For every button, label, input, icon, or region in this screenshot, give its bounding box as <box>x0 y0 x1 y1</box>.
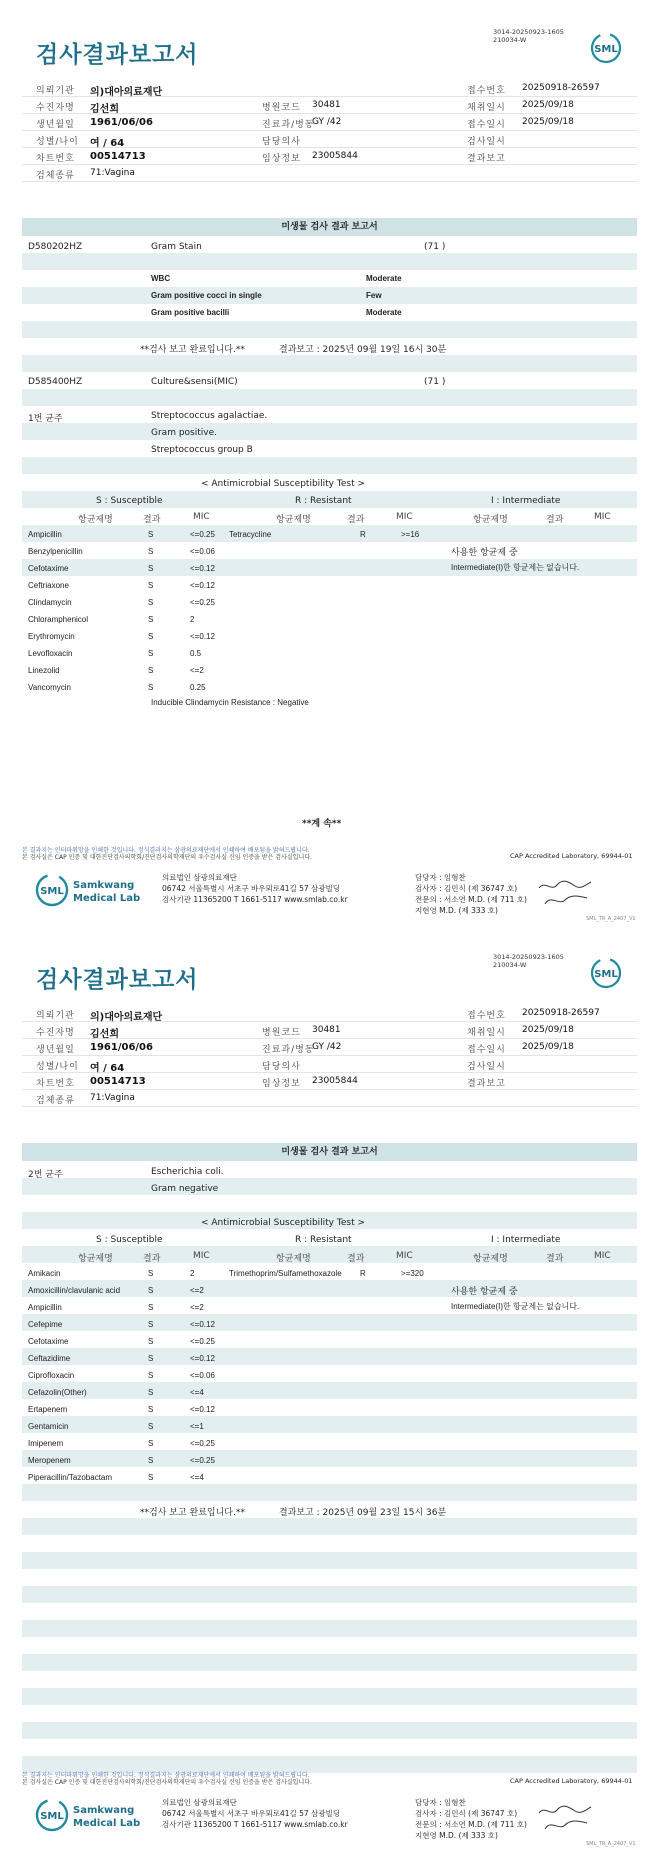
svg-text:Samkwang: Samkwang <box>73 880 135 891</box>
report-title: 검사결과보고서 <box>36 42 199 68</box>
col-result: 결과 <box>143 515 161 525</box>
drug-name: Ampicillin <box>28 530 62 539</box>
footer-signers: 담당자 : 임형찬 검사자 : 김민식 (제 36747 호) 전문의 : 서소연 M.D. (제 711 호) 지현영 M.D. (제 333 호) <box>415 1798 527 1840</box>
col-mic: MIC <box>594 1251 611 1261</box>
drug-name: Clindamycin <box>28 598 72 607</box>
drug-result: S <box>148 632 154 641</box>
samkwang-logo-icon <box>34 868 144 912</box>
isolate-line: Gram positive. <box>151 428 217 438</box>
gram-item: WBC <box>151 274 171 283</box>
col-mic: MIC <box>594 512 611 522</box>
patient-header: 의뢰기관 의)대아의료재단 접수번호 20250918-26597 수진자명 김선희 병원코드 30481 채취일시 2025/09/18 생년월일 1961/06/06 진료과/병동 GY /42 접수일시 2025/09/18 성별/나이 여 / 64 담당의사 검사일시 차트번호 00514713 임상정보 23005844 결과보고 검체종류 71:Vagina <box>22 1005 637 1107</box>
drug-result: S <box>148 1371 154 1380</box>
drug-mic: <=0.12 <box>190 1405 215 1414</box>
col-drug: 항균제명 <box>473 1254 508 1264</box>
drug-result: S <box>148 598 154 607</box>
footer-note: 본 결과지는 인터파워망을 인쇄한 것입니다. 정식결과지는 삼광의료재단에서 인쇄하여 배포됨을 밝혀드립니다. <box>22 1772 310 1779</box>
report-time: 결과보고 : 2025년 09월 23일 15시 36분 <box>279 1508 447 1518</box>
drug-result: S <box>148 1269 154 1278</box>
drug-mic: <=0.25 <box>190 1439 215 1448</box>
drug-mic: 0.25 <box>190 683 206 692</box>
drug-name: Vancomycin <box>28 683 71 692</box>
signature-icon <box>535 1801 595 1835</box>
svg-text:Samkwang: Samkwang <box>73 1805 135 1816</box>
drug-result: S <box>148 1303 154 1312</box>
drug-mic: <=0.06 <box>190 547 215 556</box>
drug-mic: <=1 <box>190 1422 204 1431</box>
drug-name: Imipenem <box>28 1439 64 1448</box>
drug-mic: <=0.25 <box>190 530 215 539</box>
drug-result: S <box>148 581 154 590</box>
continued-mark: **계 속** <box>302 819 342 829</box>
drug-name: Cefazolin(Other) <box>28 1388 87 1397</box>
drug-mic: <=0.12 <box>190 1320 215 1329</box>
report-title: 검사결과보고서 <box>36 967 199 993</box>
footer-note: 본 검사실은 CAP 인증 및 대한진단검사의학회/진단검사의학재단의 우수검사실 신임 인증을 받은 검사실입니다. <box>22 854 312 861</box>
doc-id: 3014-20250923-1605 210034-W <box>493 953 564 969</box>
drug-name: Cefepime <box>28 1320 63 1329</box>
drug-mic: <=4 <box>190 1388 204 1397</box>
drug-result: S <box>148 1320 154 1329</box>
svg-text:SML: SML <box>40 886 64 897</box>
drug-mic: >=16 <box>401 530 420 539</box>
svg-text:SML: SML <box>40 1811 64 1822</box>
drug-mic: 2 <box>190 1269 195 1278</box>
drug-name: Chloramphenicol <box>28 615 89 624</box>
drug-name: Ertapenem <box>28 1405 68 1414</box>
col-drug: 항균제명 <box>78 515 113 525</box>
drug-name: Ceftriaxone <box>28 581 69 590</box>
used-note: 사용한 항균제 중 <box>451 548 518 558</box>
r-legend: R : Resistant <box>295 1235 352 1245</box>
gram-value: Moderate <box>366 274 402 283</box>
icr-result: Inducible Clindamycin Resistance : Negative <box>151 698 309 707</box>
drug-name: Linezolid <box>28 666 60 675</box>
col-mic: MIC <box>396 1251 413 1261</box>
signature-icon <box>535 876 595 910</box>
drug-result: S <box>148 547 154 556</box>
gram-item: Gram positive bacilli <box>151 308 230 317</box>
footer-signers: 담당자 : 임형찬 검사자 : 김민식 (제 36747 호) 전문의 : 서소연 M.D. (제 711 호) 지현영 M.D. (제 333 호) <box>415 873 527 915</box>
drug-result: S <box>148 615 154 624</box>
drug-mic: <=2 <box>190 1303 204 1312</box>
drug-result: S <box>148 564 154 573</box>
isolate-line: Gram negative <box>151 1184 219 1194</box>
drug-mic: <=4 <box>190 1473 204 1482</box>
drug-mic: <=2 <box>190 1286 204 1295</box>
col-result: 결과 <box>347 515 365 525</box>
gram-code: D580202HZ <box>28 242 83 252</box>
drug-name: Levofloxacin <box>28 649 73 658</box>
drug-mic: <=0.25 <box>190 1337 215 1346</box>
gram-value: Moderate <box>366 308 402 317</box>
cap-accreditation: CAP Accredited Laboratory, 69944-01 <box>510 852 633 860</box>
form-version: SML_TR_A_2407_V1 <box>586 916 636 922</box>
drug-name: Meropenem <box>28 1456 71 1465</box>
drug-mic: <=0.25 <box>190 1456 215 1465</box>
drug-result: S <box>148 1456 154 1465</box>
cap-accreditation: CAP Accredited Laboratory, 69944-01 <box>510 1777 633 1785</box>
intermediate-note: Intermediate(I)한 항균제는 없습니다. <box>451 563 580 572</box>
gram-num: (71 ) <box>424 242 446 252</box>
form-version: SML_TR_A_2407_V1 <box>586 1841 636 1847</box>
drug-name: Cefotaxime <box>28 1337 69 1346</box>
drug-name: Piperacillin/Tazobactam <box>28 1473 113 1482</box>
gram-item: Gram positive cocci in single <box>151 291 262 300</box>
drug-mic: <=2 <box>190 666 204 675</box>
col-drug: 항균제명 <box>276 1254 311 1264</box>
intermediate-note: Intermediate(I)한 항균제는 없습니다. <box>451 1302 580 1311</box>
drug-result: S <box>148 666 154 675</box>
drug-mic: <=0.12 <box>190 581 215 590</box>
drug-result: R <box>360 530 366 539</box>
col-result: 결과 <box>143 1254 161 1264</box>
drug-name: Cefotaxime <box>28 564 69 573</box>
drug-result: S <box>148 649 154 658</box>
drug-mic: <=0.25 <box>190 598 215 607</box>
isolate-label: 2번 균주 <box>28 1170 63 1180</box>
svg-text:Medical Lab: Medical Lab <box>73 1818 141 1829</box>
drug-mic: <=0.12 <box>190 1354 215 1363</box>
s-legend: S : Susceptible <box>96 1235 163 1245</box>
col-drug: 항균제명 <box>473 515 508 525</box>
drug-result: S <box>148 1354 154 1363</box>
svg-text:SML: SML <box>594 969 618 980</box>
col-result: 결과 <box>546 1254 564 1264</box>
drug-name: Gentamicin <box>28 1422 69 1431</box>
culture-name: Culture&sensi(MIC) <box>151 377 238 387</box>
drug-name: Amikacin <box>28 1269 61 1278</box>
col-drug: 항균제명 <box>276 515 311 525</box>
gram-value: Few <box>366 291 382 300</box>
report-page-2 <box>0 925 655 1850</box>
samkwang-logo-icon <box>34 1793 144 1837</box>
drug-name: Ceftazidime <box>28 1354 71 1363</box>
col-mic: MIC <box>193 512 210 522</box>
drug-result: R <box>360 1269 366 1278</box>
drug-name: Benzylpenicillin <box>28 547 83 556</box>
section-title: 미생물 검사 결과 보고서 <box>22 218 637 236</box>
s-legend: S : Susceptible <box>96 496 163 506</box>
svg-text:SML: SML <box>594 44 618 55</box>
report-complete: **검사 보고 완료입니다.** <box>140 345 245 355</box>
col-result: 결과 <box>546 515 564 525</box>
drug-mic: 2 <box>190 615 195 624</box>
drug-result: S <box>148 1337 154 1346</box>
footer-note: 본 결과지는 인터파워망을 인쇄한 것입니다. 정식결과지는 삼광의료재단에서 인쇄하여 배포됨을 밝혀드립니다. <box>22 847 310 854</box>
drug-mic: <=0.06 <box>190 1371 215 1380</box>
drug-result: S <box>148 683 154 692</box>
sml-logo-icon <box>590 32 622 64</box>
gram-name: Gram Stain <box>151 242 202 252</box>
drug-result: S <box>148 1422 154 1431</box>
footer-address: 의료법인 삼광의료재단 06742 서울특별시 서초구 바우뫼로41길 57 삼광빌딩 검사기관 11365200 T 1661-5117 www.smlab.co.kr <box>162 873 348 904</box>
drug-result: S <box>148 1405 154 1414</box>
drug-name: Erythromycin <box>28 632 75 641</box>
col-drug: 항균제명 <box>78 1254 113 1264</box>
drug-mic: <=0.12 <box>190 632 215 641</box>
row-bands <box>22 253 637 576</box>
row-bands <box>22 1178 637 1773</box>
drug-result: S <box>148 1439 154 1448</box>
isolate-line: Streptococcus group B <box>151 445 253 455</box>
drug-name: Trimethoprim/Sulfamethoxazole <box>229 1269 342 1278</box>
report-time: 결과보고 : 2025년 09월 19일 16시 30분 <box>279 345 447 355</box>
footer-address: 의료법인 삼광의료재단 06742 서울특별시 서초구 바우뫼로41길 57 삼광빌딩 검사기관 11365200 T 1661-5117 www.smlab.co.kr <box>162 1798 348 1829</box>
drug-result: S <box>148 530 154 539</box>
isolate-line: Escherichia coli. <box>151 1167 224 1177</box>
i-legend: I : Intermediate <box>491 1235 561 1245</box>
r-legend: R : Resistant <box>295 496 352 506</box>
drug-name: Tetracycline <box>229 530 272 539</box>
drug-mic: <=0.12 <box>190 564 215 573</box>
drug-name: Ciprofloxacin <box>28 1371 75 1380</box>
section-title: 미생물 검사 결과 보고서 <box>22 1143 637 1161</box>
drug-mic: 0.5 <box>190 649 202 658</box>
drug-result: S <box>148 1473 154 1482</box>
report-complete: **검사 보고 완료입니다.** <box>140 1508 245 1518</box>
footer-note: 본 검사실은 CAP 인증 및 대한진단검사의학회/진단검사의학재단의 우수검사실 신임 인증을 받은 검사실입니다. <box>22 1779 312 1786</box>
col-result: 결과 <box>347 1254 365 1264</box>
ast-title: < Antimicrobial Susceptibility Test > <box>201 479 365 489</box>
drug-result: S <box>148 1286 154 1295</box>
culture-code: D585400HZ <box>28 377 83 387</box>
drug-result: S <box>148 1388 154 1397</box>
used-note: 사용한 항균제 중 <box>451 1287 518 1297</box>
ast-title: < Antimicrobial Susceptibility Test > <box>201 1218 365 1228</box>
doc-id: 3014-20250923-1605 210034-W <box>493 28 564 44</box>
isolate-line: Streptococcus agalactiae. <box>151 411 268 421</box>
drug-name: Ampicillin <box>28 1303 62 1312</box>
patient-header: 의뢰기관 의)대아의료재단 접수번호 20250918-26597 수진자명 김선희 병원코드 30481 채취일시 2025/09/18 생년월일 1961/06/06 진료과/병동 GY /42 접수일시 2025/09/18 성별/나이 여 / 64 담당의사 검사일시 차트번호 00514713 임상정보 23005844 결과보고 검체종류 71:Vagina <box>22 80 637 182</box>
sml-logo-icon <box>590 957 622 989</box>
col-mic: MIC <box>193 1251 210 1261</box>
i-legend: I : Intermediate <box>491 496 561 506</box>
drug-mic: >=320 <box>401 1269 424 1278</box>
col-mic: MIC <box>396 512 413 522</box>
isolate-label: 1번 균주 <box>28 414 63 424</box>
drug-name: Amoxicillin/clavulanic acid <box>28 1286 121 1295</box>
culture-num: (71 ) <box>424 377 446 387</box>
svg-text:Medical Lab: Medical Lab <box>73 893 141 904</box>
